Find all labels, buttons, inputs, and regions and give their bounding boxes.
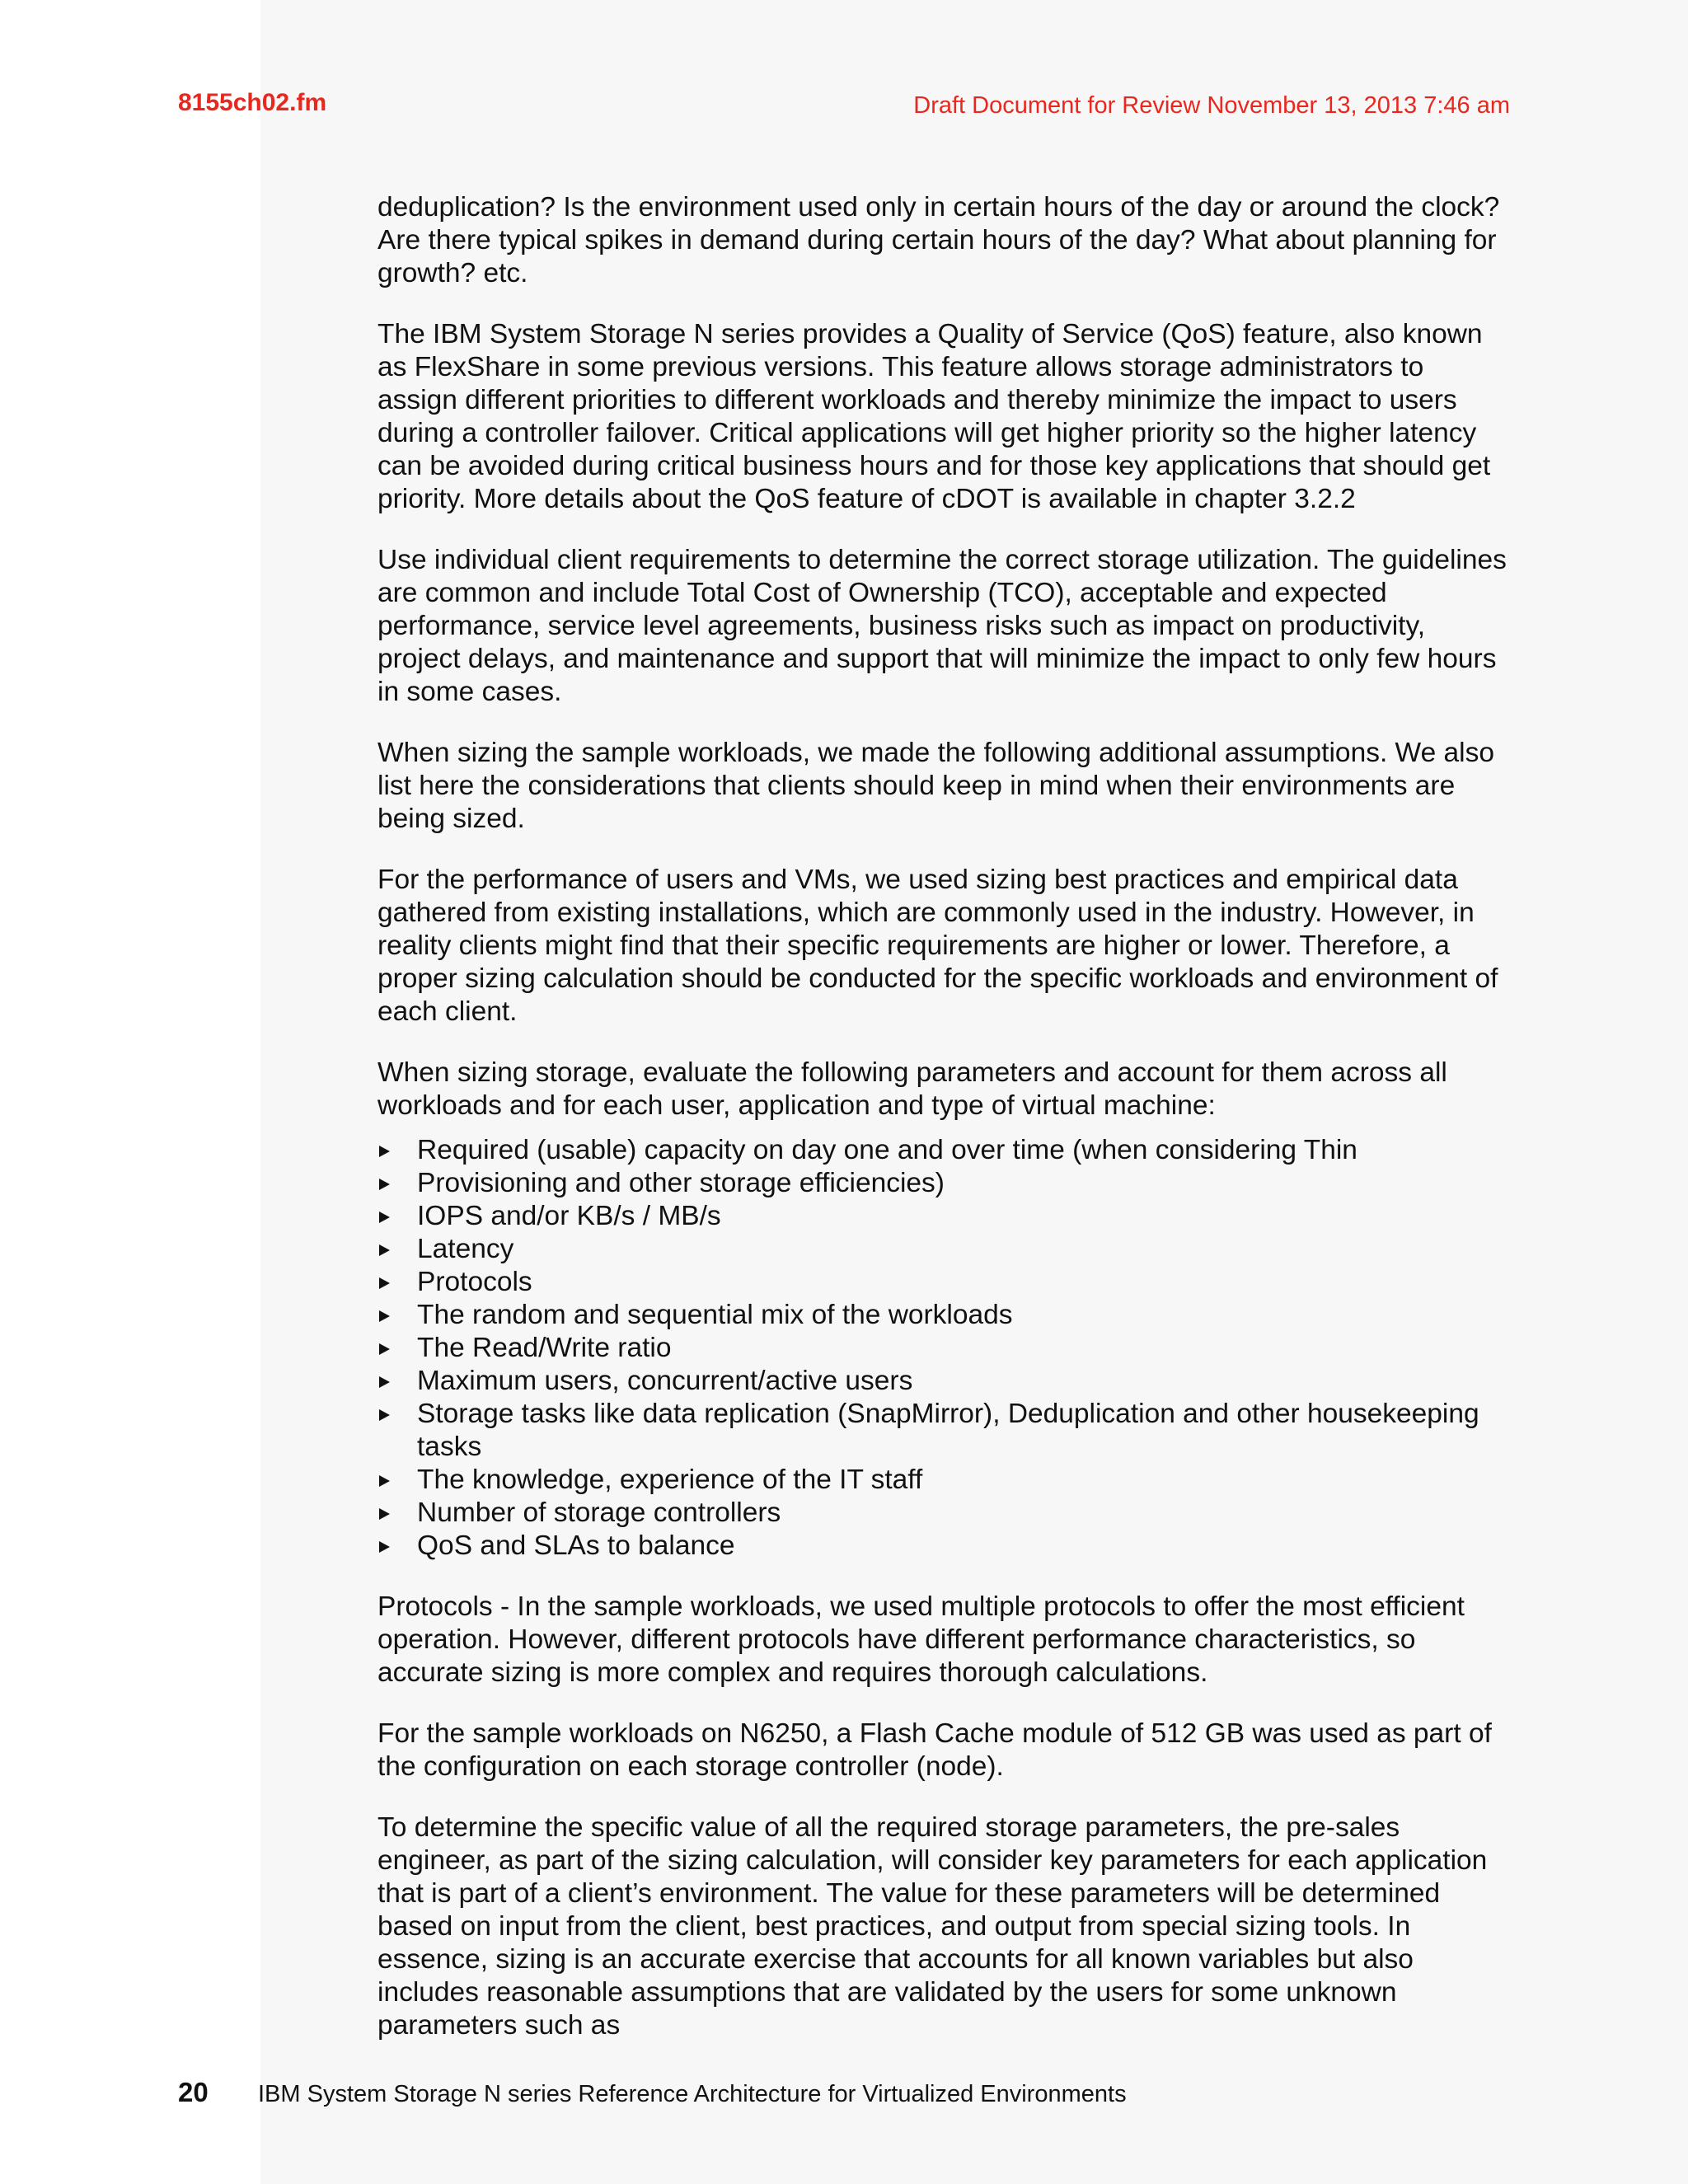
triangle-bullet-icon: [379, 1310, 390, 1322]
header-draft-notice: Draft Document for Review November 13, 2013 7:46 am: [913, 92, 1510, 119]
triangle-bullet-icon: [379, 1376, 390, 1388]
list-item: Number of storage controllers: [377, 1497, 1507, 1530]
list-item: IOPS and/or KB/s / MB/s: [377, 1200, 1507, 1233]
list-item: The knowledge, experience of the IT staff: [377, 1464, 1507, 1497]
page-footer: [178, 2077, 1127, 2108]
page-number: 20: [178, 2077, 209, 2107]
list-item: QoS and SLAs to balance: [377, 1530, 1507, 1563]
triangle-bullet-icon: [379, 1212, 390, 1223]
triangle-bullet-icon: [379, 1541, 390, 1553]
paragraph: Protocols - In the sample workloads, we used multiple protocols to offer the most efficient operation. However, different protocols have different performance characteristics, so accurate sizing is more complex and requires thorough calculations.: [377, 1591, 1465, 1688]
triangle-bullet-icon: [379, 1277, 390, 1289]
list-item: Required (usable) capacity on day one and over time (when considering Thin: [377, 1134, 1507, 1167]
list-item: The random and sequential mix of the workloads: [377, 1299, 1507, 1332]
list-item: Provisioning and other storage efficiencies): [377, 1167, 1507, 1200]
list-item: Protocols: [377, 1266, 1507, 1299]
paragraph: deduplication? Is the environment used only in certain hours of the day or around the clock? Are there typical spikes in demand during certain hours of the day? What about planning for growth? etc.: [377, 192, 1500, 288]
parameter-list: [377, 1134, 1507, 1563]
list-item: The Read/Write ratio: [377, 1332, 1507, 1365]
list-item: Latency: [377, 1233, 1507, 1266]
paragraph: When sizing storage, evaluate the following parameters and account for them across all workloads and for each user, application and type of virtual machine:: [377, 1057, 1447, 1121]
paragraph: When sizing the sample workloads, we made the following additional assumptions. We also list here the considerations that clients should keep in mind when their environments are being sized.: [377, 738, 1494, 834]
triangle-bullet-icon: [379, 1179, 390, 1190]
triangle-bullet-icon: [379, 1244, 390, 1256]
list-item: Storage tasks like data replication (SnapMirror), Deduplication and other housekeeping tasks: [377, 1398, 1507, 1464]
paragraph: For the performance of users and VMs, we used sizing best practices and empirical data gathered from existing installations, which are commonly used in the industry. However, in reality clients might find that their specific requirements are higher or lower. Therefore, a proper sizing calculation should be conducted for the specific workloads and environment of each client.: [377, 865, 1498, 1027]
triangle-bullet-icon: [379, 1475, 390, 1487]
triangle-bullet-icon: [379, 1409, 390, 1421]
paragraph: Use individual client requirements to determine the correct storage utilization. The guidelines are common and include Total Cost of Ownership (TCO), acceptable and expected performance, service level agreements, business risks such as impact on productivity, project delays, and maintenance and support that will minimize the impact to only few hours in some cases.: [377, 545, 1507, 707]
book-title: IBM System Storage N series Reference Architecture for Virtualized Environments: [258, 2081, 1127, 2107]
header-file-name: 8155ch02.fm: [178, 89, 327, 116]
paragraph: To determine the specific value of all the required storage parameters, the pre-sales engineer, as part of the sizing calculation, will consider key parameters for each application that is part of a client’s environment. The value for these parameters will be determined based on input from the client, best practices, and output from special sizing tools. In essence, sizing is an accurate exercise that accounts for all known variables but also includes reasonable assumptions that are validated by the users for some unknown parameters such as: [377, 1812, 1488, 2041]
triangle-bullet-icon: [379, 1146, 390, 1157]
triangle-bullet-icon: [379, 1343, 390, 1355]
triangle-bullet-icon: [379, 1508, 390, 1520]
paragraph: The IBM System Storage N series provides a Quality of Service (QoS) feature, also known as FlexShare in some previous versions. This feature allows storage administrators to assign different priorities to different workloads and thereby minimize the impact to users during a controller failover. Critical applications will get higher priority so the higher latency can be avoided during critical business hours and for those key applications that should get priority. More details about the QoS feature of cDOT is available in chapter 3.2.2: [377, 319, 1491, 514]
body-text: [377, 191, 1507, 2070]
paragraph: For the sample workloads on N6250, a Flash Cache module of 512 GB was used as part of the configuration on each storage controller (node).: [377, 1718, 1492, 1782]
list-item: Maximum users, concurrent/active users: [377, 1365, 1507, 1398]
